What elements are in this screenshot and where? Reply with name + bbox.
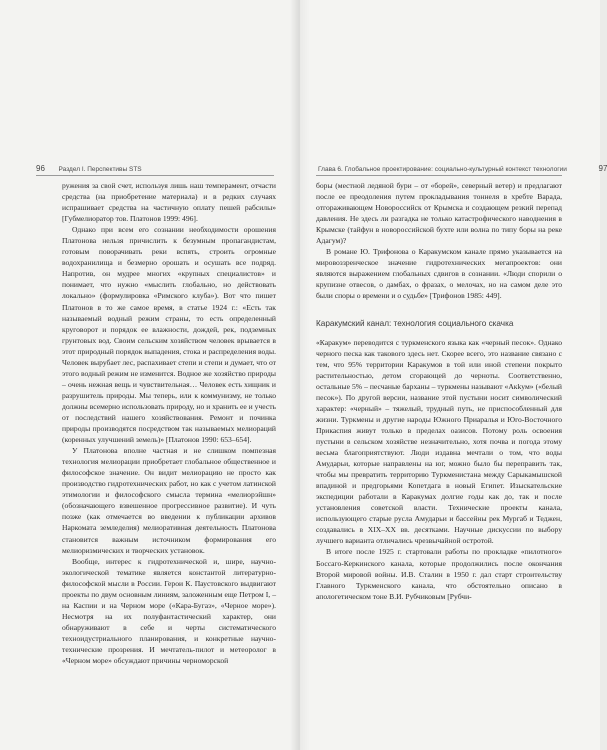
book-gutter-shadow xyxy=(290,0,310,750)
left-header-title: Раздел I. Перспективы STS xyxy=(58,166,142,173)
left-header-rule xyxy=(36,175,274,176)
left-page xyxy=(0,0,300,750)
right-paragraph: В романе Ю. Трифонова о Каракумском канале прямо указывается на мировоззренческое значение гидротехнических мегапроектов: они являются выражением глобальных сдвигов в сознании. «Люди спорили о крупизне отвесов, о дамбах, о фразах, о мелочах, но на самом деле это были споры о времени и о судьбе» [Трифонов 1985: 449]. xyxy=(316,247,562,301)
left-paragraph: ружения за свой счет, используя лишь наш темперамент, отчасти средства (на приобретение материала) и в редких случаях испрашивает средства на частичную оплату пешей рабсилы» [Губмелиоратор тов. Платонов 1999: 496]. xyxy=(62,181,276,224)
left-paragraph: Вообще, интерес к гидротехнической и, шире, научно-экологической тематике является константой литературно-философской мысли в России. Герои К. Паустовского выдвигают проекты по двум основным линиям, заложенным еще Петром I, – на Каспии и на Черном море («Кара-Бугаз», «Черное море»). Несмотря на их полуфантастический характер, они обнаруживают в себе и черты систематического техноидустриального планирования, и конкретные научно-технические прозрения. И мечтатель-пилот и метеоролог в «Черном море» обсуждают причины черноморской xyxy=(62,556,276,666)
left-paragraph: Однако при всем его сознании необходимости орошения Платонова нельзя причислить к безумным пропагандистам, готовым поворачивать реки вспять, строить огромные водохранилища и безмерно орошать и осушать все подряд. Напротив, он мудрее многих «крупных специалистов» и понимает, что нужно «мыслить глобально, но действовать локально» (формулировка «Римского клуба»). Вот что пишет Платонов в то же самое время, в статье 1924 г.: «Есть так называемый водный режим страны, то есть определенный круговорот и порядок ее влажности, дождей, рек, подземных грунтовых вод. Своим сельским хозяйством человек врывается в этот природный порядок выпадения, стока и распределения воды. Человек вырубает лес, распахивает степи и степи и думает, что от этого водный режим не изменится. Водное же хозяйство природы – очень нежная вещь и чувствительная… Человек есть хищник и разрушитель природы. Мы теперь, или к коммунизму, не только должны всемерно использовать природу, но и хранить ее и учесть от последствий нашего хозяйствования. Ремонт и починка природы производятся посредством так называемых мелиораций (коренных улучшений земель)» [Платонов 1990: 653–654]. xyxy=(62,225,276,445)
left-page-number: 96 xyxy=(36,164,45,173)
right-paragraph: боры (местной ледяной бури – от «борей», северный ветер) и предлагают после ее преодоления путем прокладывания тоннеля в хребте Варада, отгораживающем Новороссийск от Крымска и создающем резкий перепад давления. Не здесь ли разгадка не только катастрофического наводнения в Крымске (тайфун в новороссийской бухте или волна по типу боры на реке Адагум)? xyxy=(316,181,562,246)
right-text-column xyxy=(316,180,562,602)
right-paragraph: «Каракум» переводится с туркменского языка как «черный песок». Однако черного песка как такового здесь нет. Скорее всего, это название связано с тем, что 95% территории Каракумов в той или иной степени покрыто растительностью, детом сгорающей до черноты. Соответственно, остальные 5% – песчаные барханы – туркмены называют «Акkум» («белый песок»). По другой версии, название этой пустыни носит символический характер: «черный» – тяжелый, трудный путь, не приспособленный для жизни. Туркмены и другие народы Южного Приаралья и Юго-Восточного Прикаспия живут только в пределах оазисов. Потому роль освоения пустыни в сельском хозяйстве незначительно, хотя почва и погода этому весьма благоприятствуют. Люди издавна мечтали о том, что воды Амударьи, которые направлены на юг, можно было бы переправить так, чтобы мы превратить территорию Туркменистана между Сарыкамышской впадиной и предгорьями Копетдага в новый Египет. Изыскательские экспедиции работали в Каракумах долгие годы как до, так и после установления советской власти. Технические проекты канала, использующего старые русла Амударьи и бассейны рек Мургаб и Теджен, создавались в XIX–XX вв. десятками. Научные дискуссии по выбору лучшего варианта отличались чрезвычайной остротой. xyxy=(316,337,562,546)
section-heading: Каракумский канал: технология социального скачка xyxy=(316,318,514,328)
right-header-title: Глава 6. Глобальное проектирование: социально-культурный контекст технологии xyxy=(318,166,567,173)
right-page xyxy=(300,0,607,750)
right-header-rule xyxy=(316,175,562,176)
right-paragraph: В итоге после 1925 г. стартовали работы по прокладке «пилотного» Боссаго-Керкинского канала, которые продолжились после окончания Второй мировой войны. И.В. Сталин в 1950 г. дал старт строительству Главного Туркменского канала, что обстоятельно описано в апологетическом тоне В.И. Рубчиковым [Рубчи- xyxy=(316,547,562,601)
left-paragraph: У Платонова вполне частная и не слишком помпезная технология мелиорации приобретает глобальное общественное и философское значение. Он видит мелиорацию не просто как производство гидротехнических работ, но как с учетом латинской этимологии и философского смысла термина «мелиорэйшн» (обозначающего взвешенное прогрессивное развитие). И чуть позже (как отмечается во введении к публикации архивов Наркомата земледелия) мелиоративная деятельность Платонова становится важным источником формирования его мелиоризмических и творческих установок. xyxy=(62,446,276,555)
left-text-column xyxy=(62,180,276,666)
right-page-number: 97 xyxy=(598,164,607,173)
